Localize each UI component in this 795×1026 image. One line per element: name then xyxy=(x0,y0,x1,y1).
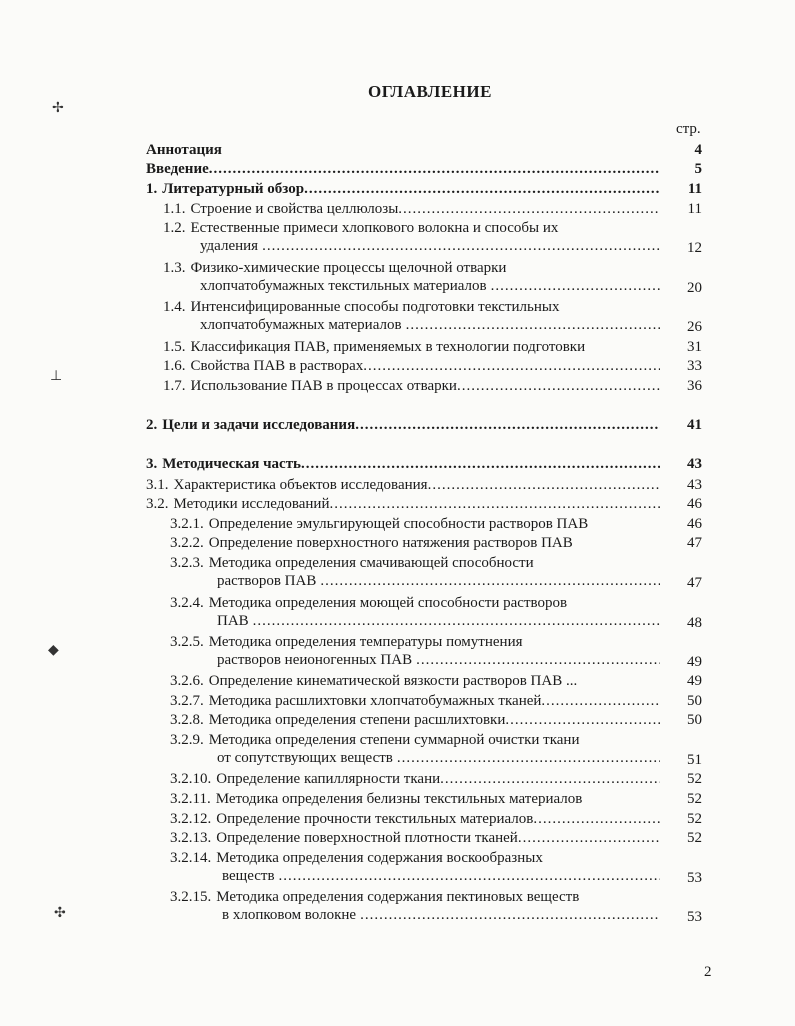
toc-entry-title: Цели и задачи исследования xyxy=(162,417,356,433)
toc-entry-number: 3.1. xyxy=(146,477,169,493)
toc-entry xyxy=(170,672,660,690)
toc-entry xyxy=(163,338,660,356)
toc-entry-number: 3. xyxy=(146,456,158,472)
toc-page-number: 26 xyxy=(687,319,702,335)
toc-entry xyxy=(170,829,660,847)
toc-entry-title: Определение поверхностного натяжения растворов ПАВ xyxy=(208,535,573,551)
toc-entry-title-continued: от сопутствующих веществ xyxy=(217,750,393,766)
toc-entry xyxy=(170,731,660,767)
toc-entry xyxy=(146,141,660,159)
toc-entry-title: Характеристика объектов исследования xyxy=(173,477,428,493)
toc-page-number: 46 xyxy=(687,496,702,512)
toc-entry-number: 3.2.11. xyxy=(170,791,211,807)
toc-entry-title: Методика определения степени суммарной очистки ткани xyxy=(208,732,580,748)
toc-leader-dots xyxy=(363,357,660,375)
page-title: ОГЛАВЛЕНИЕ xyxy=(368,82,492,101)
toc-entry xyxy=(146,455,660,473)
toc-leader-dots xyxy=(301,455,660,473)
toc-entry-number: 3.2.13. xyxy=(170,830,212,846)
toc-leader-dots xyxy=(541,692,660,710)
toc-leader-dots xyxy=(209,160,660,178)
toc-entry-title-continued: ПАВ xyxy=(217,613,249,629)
toc-entry xyxy=(163,219,660,255)
toc-entry-title: Методика определения температуры помутнения xyxy=(208,634,523,650)
toc-page-number: 53 xyxy=(687,870,702,886)
toc-page-number: 11 xyxy=(687,181,702,197)
toc-page-number: 52 xyxy=(687,830,702,846)
toc-leader-dots xyxy=(360,906,660,924)
toc-page-number: 36 xyxy=(687,378,702,394)
toc-page-number: 43 xyxy=(687,456,702,472)
toc-entry-number: 1.4. xyxy=(163,299,186,315)
toc-leader-dots xyxy=(457,377,660,395)
toc-entry xyxy=(170,692,660,710)
toc-leader-dots xyxy=(397,749,660,767)
toc-entry xyxy=(170,534,660,552)
toc-entry-title: Свойства ПАВ в растворах xyxy=(190,358,364,374)
toc-page-number: 47 xyxy=(687,575,702,591)
toc-page-number: 48 xyxy=(687,615,702,631)
toc-leader-dots xyxy=(533,810,660,828)
toc-entry-title-continued: в хлопковом волокне xyxy=(222,907,357,923)
toc-entry xyxy=(170,594,660,630)
toc-entry xyxy=(170,515,660,533)
toc-entry-number: 3.2.8. xyxy=(170,712,204,728)
toc-entry xyxy=(146,476,660,494)
toc-entry xyxy=(163,377,660,395)
toc-entry xyxy=(163,259,660,295)
toc-page-number: 50 xyxy=(687,693,702,709)
toc-entry xyxy=(170,633,660,669)
toc-leader-dots xyxy=(428,476,660,494)
toc-entry-title: Аннотация xyxy=(146,142,222,158)
toc-entry-number: 3.2.9. xyxy=(170,732,204,748)
scan-artifact-mark: ◆ xyxy=(48,642,59,658)
toc-entry-title-continued: хлопчатобумажных текстильных материалов xyxy=(200,278,487,294)
toc-entry-title: Методика определения моющей способности растворов xyxy=(208,595,568,611)
toc-leader-dots xyxy=(355,416,660,434)
toc-entry-title-continued: хлопчатобумажных материалов xyxy=(200,317,402,333)
toc-entry xyxy=(163,298,660,334)
toc-page-number: 49 xyxy=(687,673,702,689)
toc-entry-title: Определение поверхностной плотности тканей xyxy=(216,830,518,846)
toc-entry-number: 3.2.7. xyxy=(170,693,204,709)
toc-entry-title: Методика определения степени расшлихтовки xyxy=(208,712,506,728)
toc-entry-number: 3.2.4. xyxy=(170,595,204,611)
toc-entry-title: Физико-химические процессы щелочной отварки xyxy=(190,260,507,276)
toc-entry-number: 1.6. xyxy=(163,358,186,374)
toc-leader-dots xyxy=(279,867,660,885)
toc-page-number: 51 xyxy=(687,752,702,768)
toc-entry-title: Методика определения содержания воскообразных xyxy=(216,850,543,866)
toc-entry-number: 3.2.2. xyxy=(170,535,204,551)
toc-entry xyxy=(146,160,660,178)
toc-page-number: 52 xyxy=(687,811,702,827)
toc-entry-title: Методика определения содержания пектиновых веществ xyxy=(216,889,580,905)
toc-entry-title: Классификация ПАВ, применяемых в технологии подготовки xyxy=(190,339,586,355)
toc-entry-title: Определение прочности текстильных материалов xyxy=(216,811,534,827)
toc-entry xyxy=(170,711,660,729)
toc-entry-title: Методика определения белизны текстильных материалов xyxy=(215,791,583,807)
toc-entry-number: 1.2. xyxy=(163,220,186,236)
toc-entry-number: 3.2.3. xyxy=(170,555,204,571)
toc-entry-number: 3.2.10. xyxy=(170,771,212,787)
toc-entry xyxy=(170,770,660,788)
toc-entry xyxy=(170,790,660,808)
toc-entry xyxy=(170,888,660,924)
toc-entry-title-continued: веществ xyxy=(222,868,275,884)
toc-entry-title: Методика определения смачивающей способности xyxy=(208,555,534,571)
toc-entry-title: Методика расшлихтовки хлопчатобумажных тканей xyxy=(208,693,542,709)
scan-artifact-mark: ✢ xyxy=(52,100,64,116)
toc-entry-number: 3.2.6. xyxy=(170,673,204,689)
toc-page-number: 47 xyxy=(687,535,702,551)
toc-page-number: 20 xyxy=(687,280,702,296)
toc-entry-number: 1.7. xyxy=(163,378,186,394)
toc-page-number: 43 xyxy=(687,477,702,493)
toc-page-number: 53 xyxy=(687,909,702,925)
toc-page-number: 52 xyxy=(687,771,702,787)
toc-leader-dots xyxy=(518,829,660,847)
toc-page-number: 52 xyxy=(687,791,702,807)
toc-leader-dots xyxy=(320,572,660,590)
scan-artifact-mark: ⊥ xyxy=(50,368,63,384)
toc-entry xyxy=(170,810,660,828)
toc-entry-title: Методики исследований xyxy=(173,496,330,512)
toc-entry-number: 1.5. xyxy=(163,339,186,355)
toc-entry-number: 3.2.5. xyxy=(170,634,204,650)
toc-entry-title: Определение эмульгирующей способности растворов ПАВ xyxy=(208,516,589,532)
toc-page-number: 46 xyxy=(687,516,702,532)
toc-entry-title-continued: растворов ПАВ xyxy=(217,573,317,589)
page-column-label: стр. xyxy=(676,121,701,137)
toc-leader-dots xyxy=(406,316,660,334)
toc-entry xyxy=(170,554,660,590)
toc-entry xyxy=(146,495,660,513)
toc-entry-title: Определение кинематической вязкости растворов ПАВ ... xyxy=(208,673,578,689)
toc-entry xyxy=(146,180,660,198)
toc-page-number: 49 xyxy=(687,654,702,670)
toc-entry-number: 1. xyxy=(146,181,158,197)
toc-page-number: 33 xyxy=(687,358,702,374)
toc-entry-title: Введение xyxy=(146,161,209,177)
toc-page-number: 11 xyxy=(687,201,702,217)
toc-entry xyxy=(170,849,660,885)
toc-entry xyxy=(163,357,660,375)
toc-leader-dots xyxy=(330,495,661,513)
toc-entry-title: Определение капиллярности ткани xyxy=(216,771,441,787)
toc-entry-number: 1.3. xyxy=(163,260,186,276)
toc-leader-dots xyxy=(440,770,660,788)
toc-entry-number: 3.2.12. xyxy=(170,811,212,827)
toc-entry-number: 3.2.15. xyxy=(170,889,212,905)
toc-entry-title: Литературный обзор xyxy=(162,181,305,197)
toc-leader-dots xyxy=(262,237,660,255)
toc-page-number: 4 xyxy=(694,142,702,158)
toc-leader-dots xyxy=(253,612,660,630)
toc-page-number: 5 xyxy=(694,161,702,177)
toc-leader-dots xyxy=(398,200,660,218)
toc-page-number: 41 xyxy=(687,417,702,433)
toc-page-number: 12 xyxy=(687,240,702,256)
toc-page-number: 31 xyxy=(687,339,702,355)
toc-entry-title: Использование ПАВ в процессах отварки xyxy=(190,378,457,394)
toc-entry-title-continued: растворов неионогенных ПАВ xyxy=(217,652,413,668)
toc-entry xyxy=(146,416,660,434)
toc-leader-dots xyxy=(491,277,660,295)
toc-entry-title: Методическая часть xyxy=(162,456,301,472)
footer-page-number: 2 xyxy=(704,964,712,980)
scan-artifact-mark: ✣ xyxy=(54,905,66,921)
toc-entry-title: Естественные примеси хлопкового волокна и способы их xyxy=(190,220,559,236)
toc-page-number: 50 xyxy=(687,712,702,728)
toc-entry xyxy=(163,200,660,218)
toc-entry-title: Интенсифицированные способы подготовки текстильных xyxy=(190,299,560,315)
toc-entry-number: 2. xyxy=(146,417,158,433)
toc-entry-number: 3.2. xyxy=(146,496,169,512)
toc-entry-number: 3.2.1. xyxy=(170,516,204,532)
toc-entry-number: 3.2.14. xyxy=(170,850,212,866)
toc-entry-title-continued: удаления xyxy=(200,238,259,254)
toc-leader-dots xyxy=(304,180,660,198)
toc-leader-dots xyxy=(416,651,660,669)
toc-leader-dots xyxy=(505,711,660,729)
toc-entry-title: Строение и свойства целлюлозы xyxy=(190,201,399,217)
toc-entry-number: 1.1. xyxy=(163,201,186,217)
